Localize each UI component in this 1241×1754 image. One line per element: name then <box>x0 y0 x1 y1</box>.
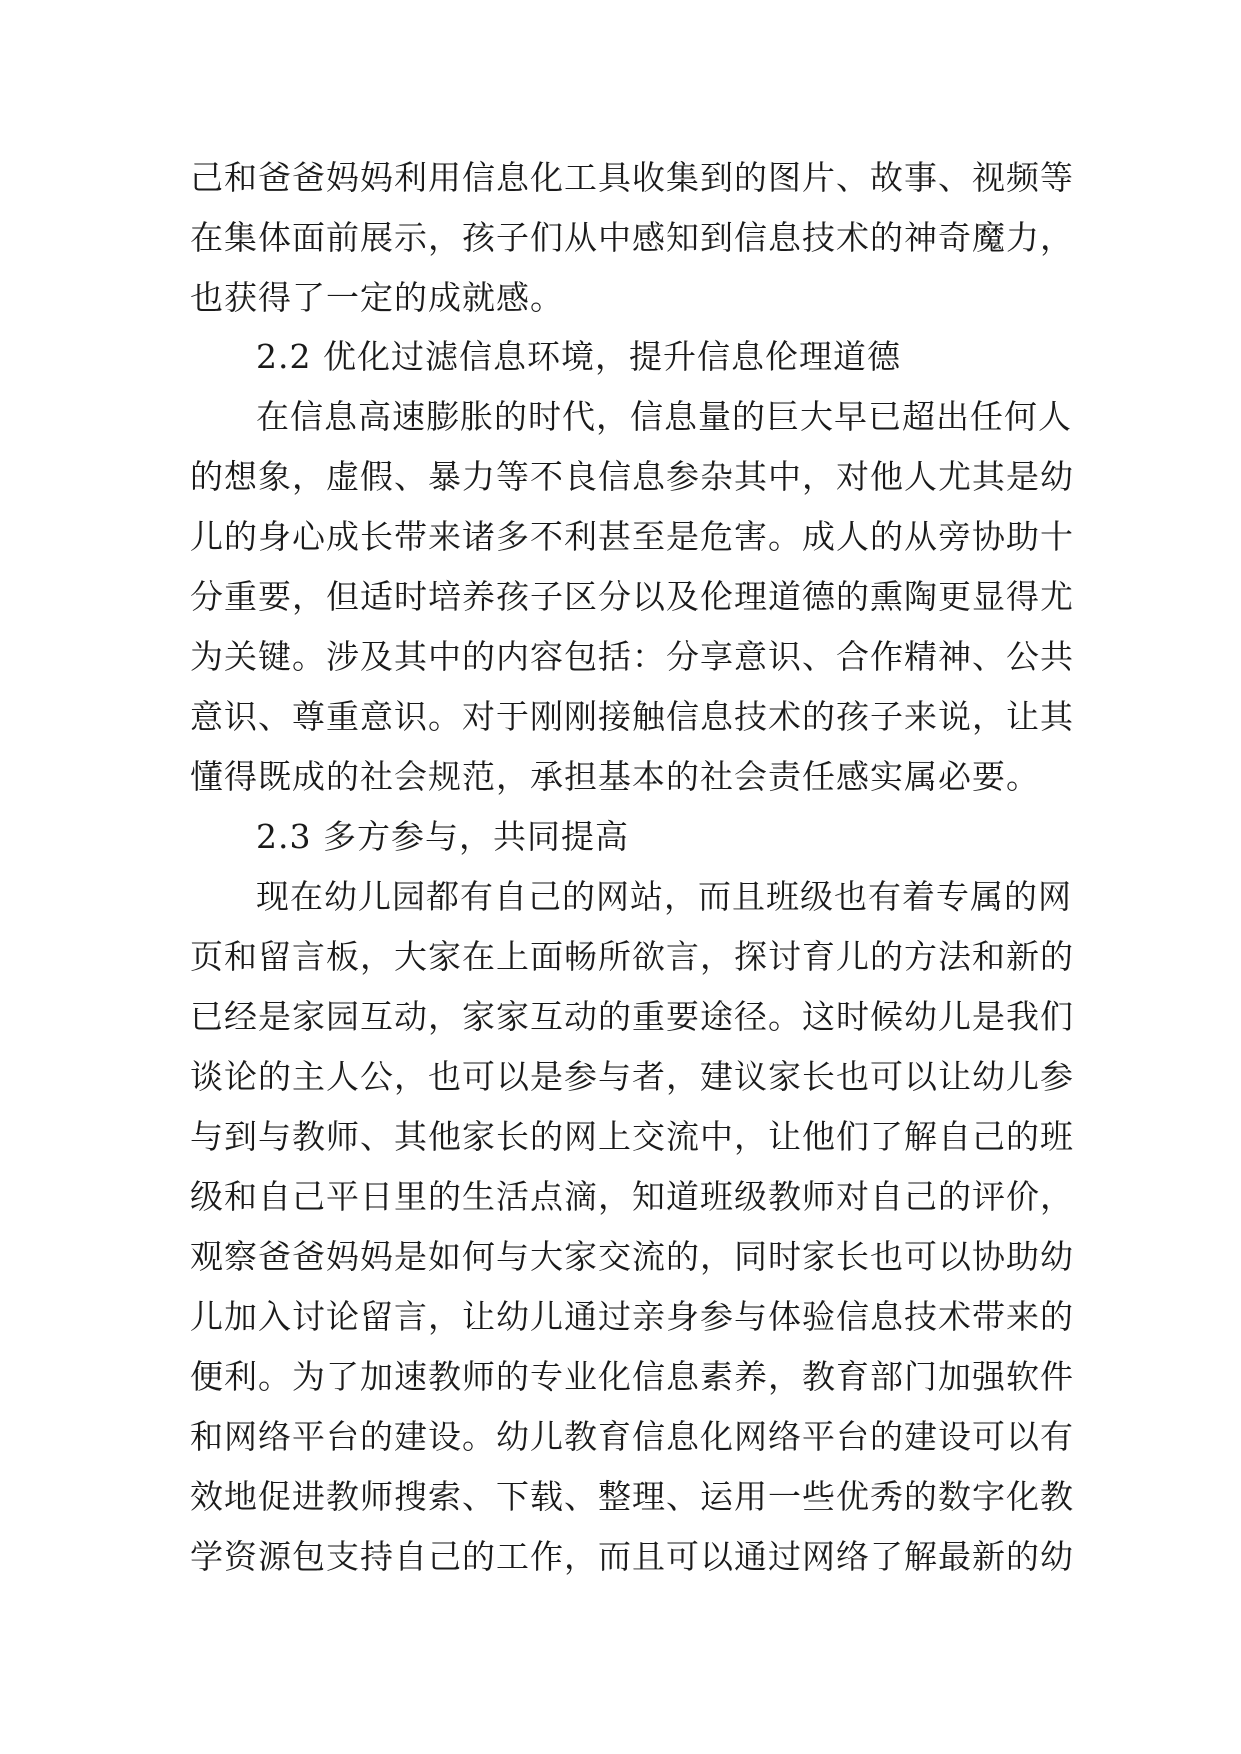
text-line: 在集体面前展示，孩子们从中感知到信息技术的神奇魔力， <box>190 218 1074 257</box>
text-line: 己和爸爸妈妈利用信息化工具收集到的图片、故事、视频等 <box>190 158 1074 197</box>
text-line: 也获得了一定的成就感。 <box>190 278 564 317</box>
section-heading-2-3: 2.3 多方参与，共同提高 <box>256 817 629 856</box>
text-line: 儿加入讨论留言，让幼儿通过亲身参与体验信息技术带来的 <box>190 1297 1074 1336</box>
text-line: 意识、尊重意识。对于刚刚接触信息技术的孩子来说，让其 <box>190 697 1074 736</box>
text-line: 便利。为了加速教师的专业化信息素养，教育部门加强软件 <box>190 1357 1074 1396</box>
text-line: 与到与教师、其他家长的网上交流中，让他们了解自己的班 <box>190 1117 1074 1156</box>
text-line: 懂得既成的社会规范，承担基本的社会责任感实属必要。 <box>190 757 1040 796</box>
text-line: 为关键。涉及其中的内容包括：分享意识、合作精神、公共 <box>190 637 1074 676</box>
text-line: 谈论的主人公，也可以是参与者，建议家长也可以让幼儿参 <box>190 1057 1074 1096</box>
section-heading-2-2: 2.2 优化过滤信息环境，提升信息伦理道德 <box>256 337 901 376</box>
text-line: 现在幼儿园都有自己的网站，而且班级也有着专属的网 <box>256 877 1072 916</box>
text-line: 儿的身心成长带来诸多不利甚至是危害。成人的从旁协助十 <box>190 517 1074 556</box>
text-line: 和网络平台的建设。幼儿教育信息化网络平台的建设可以有 <box>190 1417 1074 1456</box>
text-line: 级和自己平日里的生活点滴，知道班级教师对自己的评价， <box>190 1177 1074 1216</box>
text-line: 分重要，但适时培养孩子区分以及伦理道德的熏陶更显得尤 <box>190 577 1074 616</box>
text-line: 已经是家园互动，家家互动的重要途径。这时候幼儿是我们 <box>190 997 1074 1036</box>
text-line: 学资源包支持自己的工作，而且可以通过网络了解最新的幼 <box>190 1537 1074 1576</box>
text-line: 观察爸爸妈妈是如何与大家交流的，同时家长也可以协助幼 <box>190 1237 1074 1276</box>
text-line: 效地促进教师搜索、下载、整理、运用一些优秀的数字化教 <box>190 1477 1074 1516</box>
text-line: 的想象，虚假、暴力等不良信息参杂其中，对他人尤其是幼 <box>190 457 1074 496</box>
text-line: 在信息高速膨胀的时代，信息量的巨大早已超出任何人 <box>256 397 1072 436</box>
text-line: 页和留言板，大家在上面畅所欲言，探讨育儿的方法和新的 <box>190 937 1074 976</box>
